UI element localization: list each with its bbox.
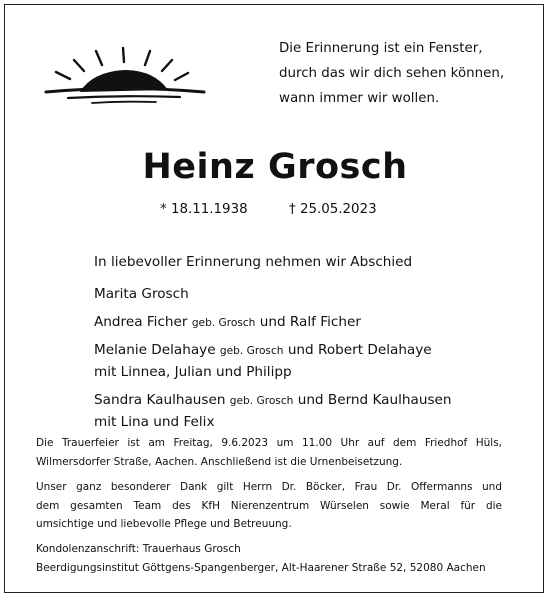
funeral-info — [36, 434, 502, 471]
maiden-name: geb. Grosch — [219, 345, 284, 357]
family-member — [94, 389, 524, 411]
quote-line: durch das wir dich sehen können, — [279, 66, 505, 81]
memorial-quote — [279, 36, 529, 111]
member-children: mit Lina und Felix — [94, 414, 215, 430]
birth-date: * 18.11.1938 — [160, 202, 248, 217]
text-line: Unser ganz besonderer Dank gilt Herrn Dr. Böcker, Frau Dr. Offermanns und — [36, 481, 502, 493]
family-member — [94, 283, 524, 305]
text-line: umsichtige und liebevolle Pflege und Betreuung. — [36, 518, 292, 530]
member-children: mit Linnea, Julian und Philipp — [94, 364, 292, 380]
text-line: Beerdigungsinstitut Göttgens-Spangenberger, Alt-Haarener Straße 52, 52080 Aachen — [36, 561, 486, 574]
family-member — [94, 339, 524, 361]
member-partner: und Robert Delahaye — [287, 342, 432, 358]
sunset-icon — [28, 36, 218, 106]
farewell-intro: In liebevoller Erinnerung nehmen wir Abschied — [94, 254, 413, 270]
quote-line: Die Erinnerung ist ein Fenster, — [279, 41, 483, 56]
thanks-paragraph — [36, 478, 502, 534]
family-list — [94, 283, 524, 433]
maiden-name: geb. Grosch — [191, 317, 256, 329]
member-name: Andrea Ficher — [94, 314, 188, 330]
text-line: Kondolenzanschrift: Trauerhaus Grosch — [36, 543, 241, 555]
member-name: Sandra Kaulhausen — [94, 392, 226, 408]
family-member — [94, 311, 524, 333]
text-line: dem gesamten Team des KfH Nierenzentrum Würselen sowie Meral für die — [36, 499, 502, 512]
member-name: Melanie Delahaye — [94, 342, 216, 358]
condolence-address — [36, 540, 502, 577]
quote-line: wann immer wir wollen. — [279, 91, 440, 106]
text-line: Die Trauerfeier ist am Freitag, 9.6.2023 um 11.00 Uhr auf dem Friedhof Hüls, — [36, 437, 502, 449]
deceased-name: Heinz Grosch — [142, 147, 408, 187]
member-partner: und Ralf Ficher — [259, 314, 361, 330]
death-date: † 25.05.2023 — [289, 202, 377, 217]
maiden-name: geb. Grosch — [229, 395, 294, 407]
member-name: Marita Grosch — [94, 286, 189, 302]
member-partner: und Bernd Kaulhausen — [297, 392, 452, 408]
text-line: Wilmersdorfer Straße, Aachen. Anschließend ist die Urnenbeisetzung. — [36, 455, 403, 468]
